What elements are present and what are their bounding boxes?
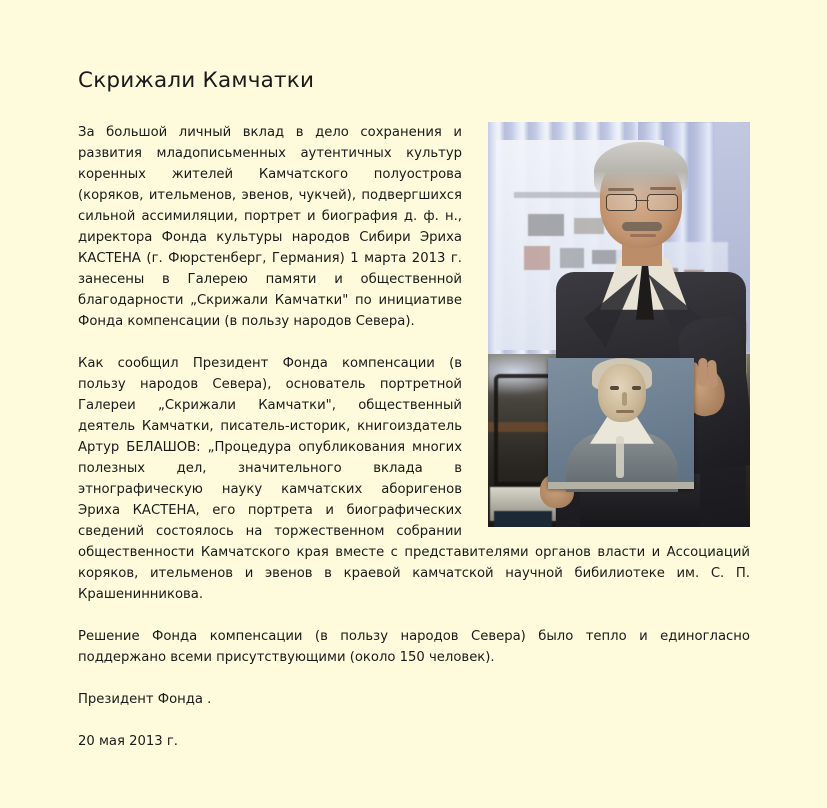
signature-line: Президент Фонда . <box>78 691 212 707</box>
eyeglasses-icon <box>606 194 678 209</box>
paragraph-3: Решение Фонда компенсации (в пользу народов Севера) было тепло и единогласно поддержано всеми присутствующими (около 150 человек). <box>78 628 750 665</box>
screen-image-1 <box>528 214 564 236</box>
paragraph-1: За большой личный вклад в дело сохранения и развития младописьменных аутентичных культур коренных жителей Камчатского полуострова (коряков, ительменов, эвенов, чукчей), подвергшихся сильной ассимиляции, портрет и биография д. ф. н., директора Фонда культуры народов Сибири Эриха КАСТЕНА (г. Фюрстенберг, Германия) 1 марта 2013 г. занесены в Галерею памяти и общественной благодарности „Скрижали Камчатки" по инициативе Фонда компенсации (в пользу народов Севера). <box>78 124 462 329</box>
lens-left <box>606 194 637 211</box>
finger-2 <box>698 358 708 386</box>
portrait-eye-left <box>610 386 619 390</box>
portrait-nose <box>622 392 627 406</box>
canvas-bottom-edge <box>548 482 694 489</box>
chair-left <box>494 374 554 486</box>
paragraph-2: Как сообщил Президент Фонда компенсации (в пользу народов Севера), основатель портретной Галереи „Скрижали Камчатки", общественный деятель Камчатки, писатель-историк, книгоиздатель Артур БЕЛАШОВ: „Процедура опубликования многих полезных дел, значительного вклада в этнографическую науку камчатских аборигенов Эриха КАСТЕНА, его портрета и биографических сведений состоялось на торжественном собрании общественности Камчатского края вместе с представителями органов власти и Ассоциаций коряков, ительменов и эвенов в краевой камчатской научной бибилиотеке им. С. П. Крашенинникова. <box>78 355 750 602</box>
man-hair <box>594 142 688 200</box>
portrait-eye-right <box>632 386 641 390</box>
man-moustache <box>622 222 662 231</box>
screen-image-2 <box>574 218 604 234</box>
photo-scene <box>488 122 750 527</box>
man-eyebrow-right <box>650 187 676 190</box>
oil-portrait-canvas <box>548 358 694 488</box>
lens-right <box>647 194 678 211</box>
portrait-shirt-opening <box>616 436 624 478</box>
page-title: Скрижали Камчатки <box>78 68 315 93</box>
screen-image-4 <box>560 248 584 268</box>
foreground-object-dark <box>494 511 552 527</box>
man-eyebrow-left <box>608 188 634 191</box>
screen-image-3 <box>524 246 550 270</box>
article-photo <box>488 122 750 527</box>
finger-3 <box>707 360 718 389</box>
man-mouth <box>630 234 656 237</box>
portrait-mouth <box>616 410 634 413</box>
article-content <box>78 68 750 752</box>
date-line: 20 мая 2013 г. <box>78 733 179 749</box>
